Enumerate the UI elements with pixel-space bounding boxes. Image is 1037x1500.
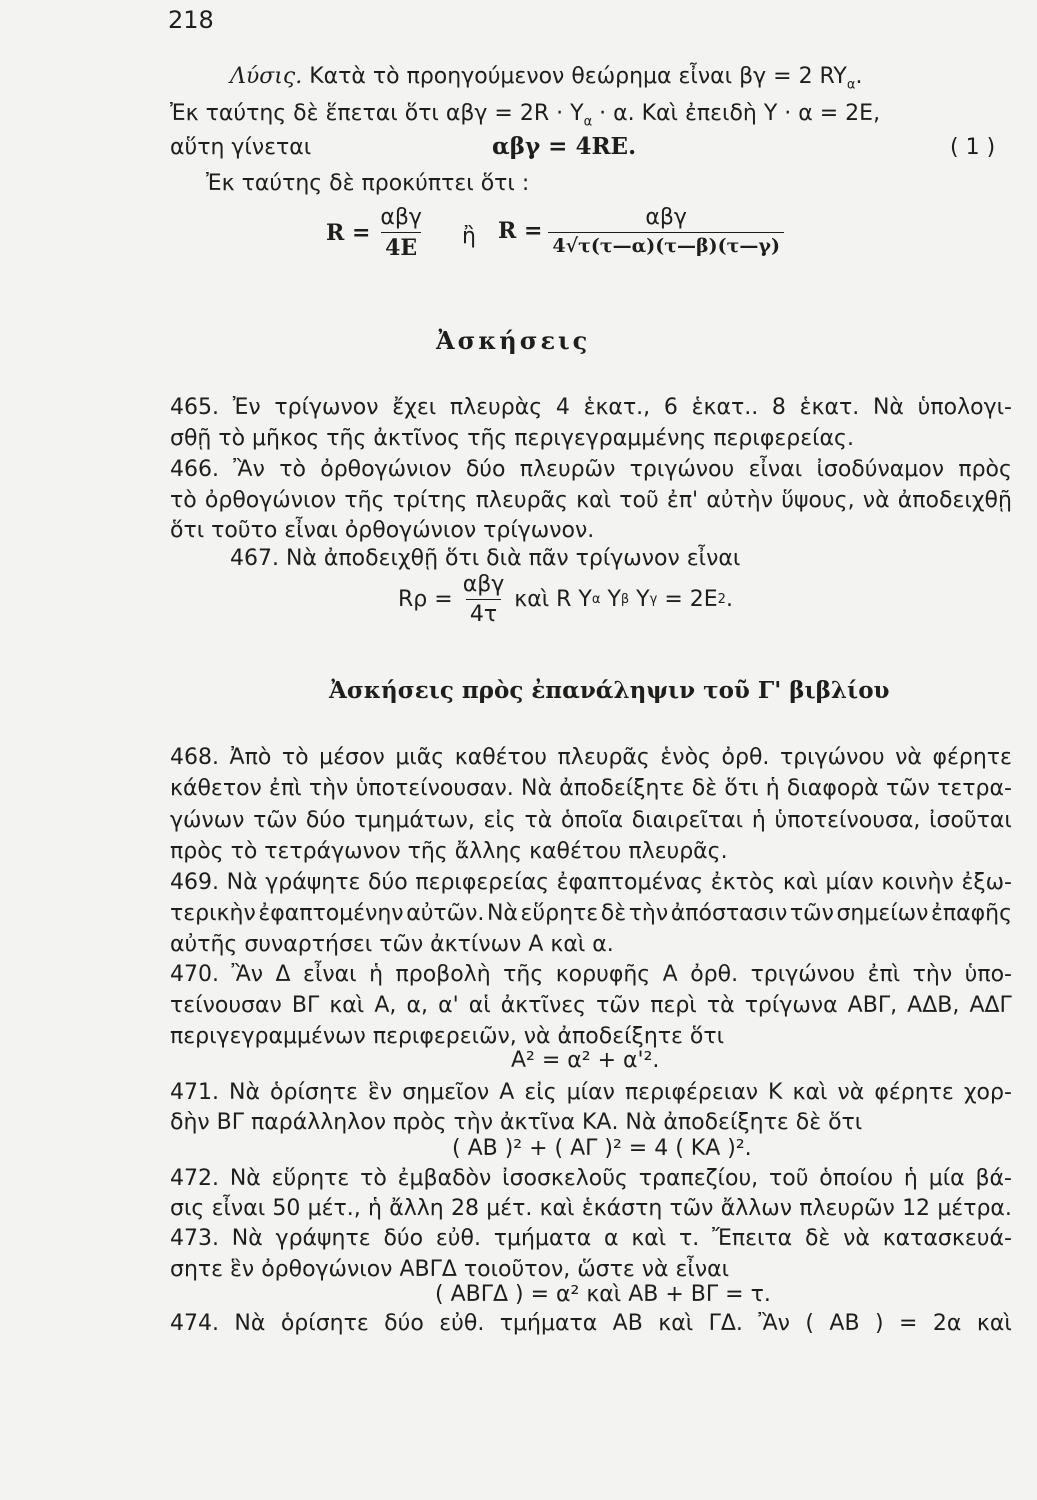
- exercise-474-line: 474. Νὰ ὁρίσητε δύο εὐθ. τμήματα ΑΒ καὶ ΓΔ. Ἂν ( ΑΒ ) = 2α καὶ: [170, 1311, 1012, 1336]
- exercise-465-line: 465. Ἐν τρίγωνον ἔχει πλευρὰς 4 ἑκατ., 6 ἑκατ.. 8 ἑκατ. Νὰ ὑπολογι-: [170, 395, 1012, 420]
- exercise-468-line: 468. Ἀπὸ τὸ μέσον μιᾶς καθέτου πλευρᾶς ἑνὸς ὀρθ. τριγώνου νὰ φέρητε: [170, 745, 1012, 770]
- page-number: 218: [168, 6, 214, 34]
- section-title-review: Ἀσκήσεις πρὸς ἐπανάληψιν τοῦ Γ' βιβλίου: [329, 677, 890, 704]
- formula-r-area: R = $\frac{\text{αβγ}}{4E}$: [326, 205, 432, 261]
- exercise-469-line: τερικὴν ἐφαπτομένην αὐτῶν. Νὰ εὕρητε δὲ τὴν ἀπόστασιν τῶν σημείων ἐπαφῆς: [170, 901, 1012, 926]
- fraction: $\frac{\text{αβγ}}{4\tau}$: [462, 572, 505, 627]
- exercise-465-line: σθῇ τὸ μῆκος τῆς ἀκτῖνος τῆς περιγεγραμμένης περιφερείας.: [170, 426, 854, 451]
- exercise-473-line: σητε ἓν ὀρθογώνιον ΑΒΓΔ τοιοῦτον, ὥστε νὰ εἶναι: [170, 1257, 730, 1282]
- exercise-472-line: σις εἶναι 50 μέτ., ἡ ἄλλη 28 μέτ. καὶ ἑκάστη τῶν ἄλλων πλευρῶν 12 μέτρα.: [170, 1196, 1012, 1221]
- solution-line-3: αὕτη γίνεται: [170, 135, 312, 160]
- exercise-468-line: γώνων τῶν δύο τμημάτων, εἰς τὰ ὁποῖα διαιρεῖται ἡ ὑποτείνουσα, ἰσοῦται: [170, 808, 1012, 833]
- exercise-467-line: 467. Νὰ ἀποδειχθῇ ὅτι διὰ πᾶν τρίγωνον εἶναι: [230, 546, 741, 571]
- formula-467: Rρ = $\frac{\text{αβγ}}{4\tau}$ καὶ R Y α Y β Y γ = 2Ε 2 .: [398, 572, 733, 627]
- exercise-466-line: ὅτι τοῦτο εἶναι ὀρθογώνιον τρίγωνον.: [170, 518, 595, 543]
- equation-number: ( 1 ): [950, 135, 996, 160]
- exercise-470-line: περιγεγραμμένων περιφερειῶν, νὰ ἀποδείξητε ὅτι: [170, 1024, 725, 1049]
- formula-r-heron: R = $\frac{\text{αβγ}}{4√\tau(\tau—\alpha)(\tau—\beta)(\tau—\gamma)}$: [498, 205, 790, 257]
- exercise-466-line: τὸ ὀρθογώνιον τῆς τρίτης πλευρᾶς καὶ τοῦ ἐπ' αὐτὴν ὕψους, νὰ ἀποδειχθῇ: [170, 488, 1012, 513]
- exercise-472-line: 472. Νὰ εὕρητε τὸ ἐμβαδὸν ἰσοσκελοῦς τραπεζίου, τοῦ ὁποίου ἡ μία βά-: [170, 1166, 1012, 1191]
- exercise-469-line: αὐτῆς συναρτήσει τῶν ἀκτίνων Α καὶ α.: [170, 932, 614, 957]
- section-title-exercises: Ἀσκήσεις: [436, 326, 591, 355]
- equation-1: αβγ = 4RE.: [492, 133, 637, 160]
- exercise-471-line: δὴν ΒΓ παράλληλον πρὸς τὴν ἀκτῖνα ΚΑ. Νὰ ἀποδείξητε δὲ ὅτι: [170, 1110, 863, 1135]
- formula-473: ( ΑΒΓΔ ) = α² καὶ ΑΒ + ΒΓ = τ.: [435, 1282, 771, 1307]
- exercise-473-line: 473. Νὰ γράψητε δύο εὐθ. τμήματα α καὶ τ. Ἔπειτα δὲ νὰ κατασκευά-: [170, 1226, 1012, 1251]
- formula-471: ( ΑΒ )² + ( ΑΓ )² = 4 ( ΚΑ )².: [452, 1136, 752, 1161]
- solution-label: Λύσις.: [230, 64, 303, 89]
- solution-line-4: Ἐκ ταύτης δὲ προκύπτει ὅτι :: [206, 171, 530, 196]
- solution-line-1: Λύσις. Κατὰ τὸ προηγούμενον θεώρημα εἶναι βγ = 2 $RY_\alpha$.: [230, 64, 863, 93]
- formula-470: Α² = α² + α'².: [511, 1048, 660, 1073]
- exercise-470-line: 470. Ἂν Δ εἶναι ἡ προβολὴ τῆς κορυφῆς Α ὀρθ. τριγώνου ἐπὶ τὴν ὑπο-: [170, 962, 1012, 987]
- exercise-468-line: πρὸς τὸ τετράγωνον τῆς ἄλλης καθέτου πλευρᾶς.: [170, 839, 728, 864]
- or-word: ἢ: [462, 224, 476, 249]
- exercise-466-line: 466. Ἂν τὸ ὀρθογώνιον δύο πλευρῶν τριγώνου εἶναι ἰσοδύναμον πρὸς: [170, 457, 1012, 482]
- fraction: $\frac{\text{αβγ}}{4E}$: [380, 205, 422, 261]
- fraction: $\frac{\text{αβγ}}{4√\tau(\tau—\alpha)(\tau—\beta)(\tau—\gamma)}$: [548, 205, 784, 257]
- exercise-470-line: τείνουσαν ΒΓ καὶ Α, α, α' αἱ ἀκτῖνες τῶν περὶ τὰ τρίγωνα ΑΒΓ, ΑΔΒ, ΑΔΓ: [170, 993, 1012, 1018]
- exercise-469-line: 469. Νὰ γράψητε δύο περιφερείας ἐφαπτομένας ἐκτὸς καὶ μίαν κοινὴν ἐξω-: [170, 870, 1012, 895]
- solution-line-2: Ἐκ ταύτης δὲ ἕπεται ὅτι $\alpha\beta\gamma = 2R \cdot Y_\alpha \cdot \alpha$. Καὶ ἐπειδὴ Y · α = 2Ε,: [170, 101, 881, 130]
- solution-line-1-text: Κατὰ τὸ προηγούμενον θεώρημα εἶναι βγ = 2 RY: [309, 64, 847, 89]
- exercise-471-line: 471. Νὰ ὁρίσητε ἓν σημεῖον Α εἰς μίαν περιφέρειαν Κ καὶ νὰ φέρητε χορ-: [170, 1080, 1012, 1105]
- exercise-468-line: κάθετον ἐπὶ τὴν ὑποτείνουσαν. Νὰ ἀποδείξητε δὲ ὅτι ἡ διαφορὰ τῶν τετρα-: [170, 776, 1012, 801]
